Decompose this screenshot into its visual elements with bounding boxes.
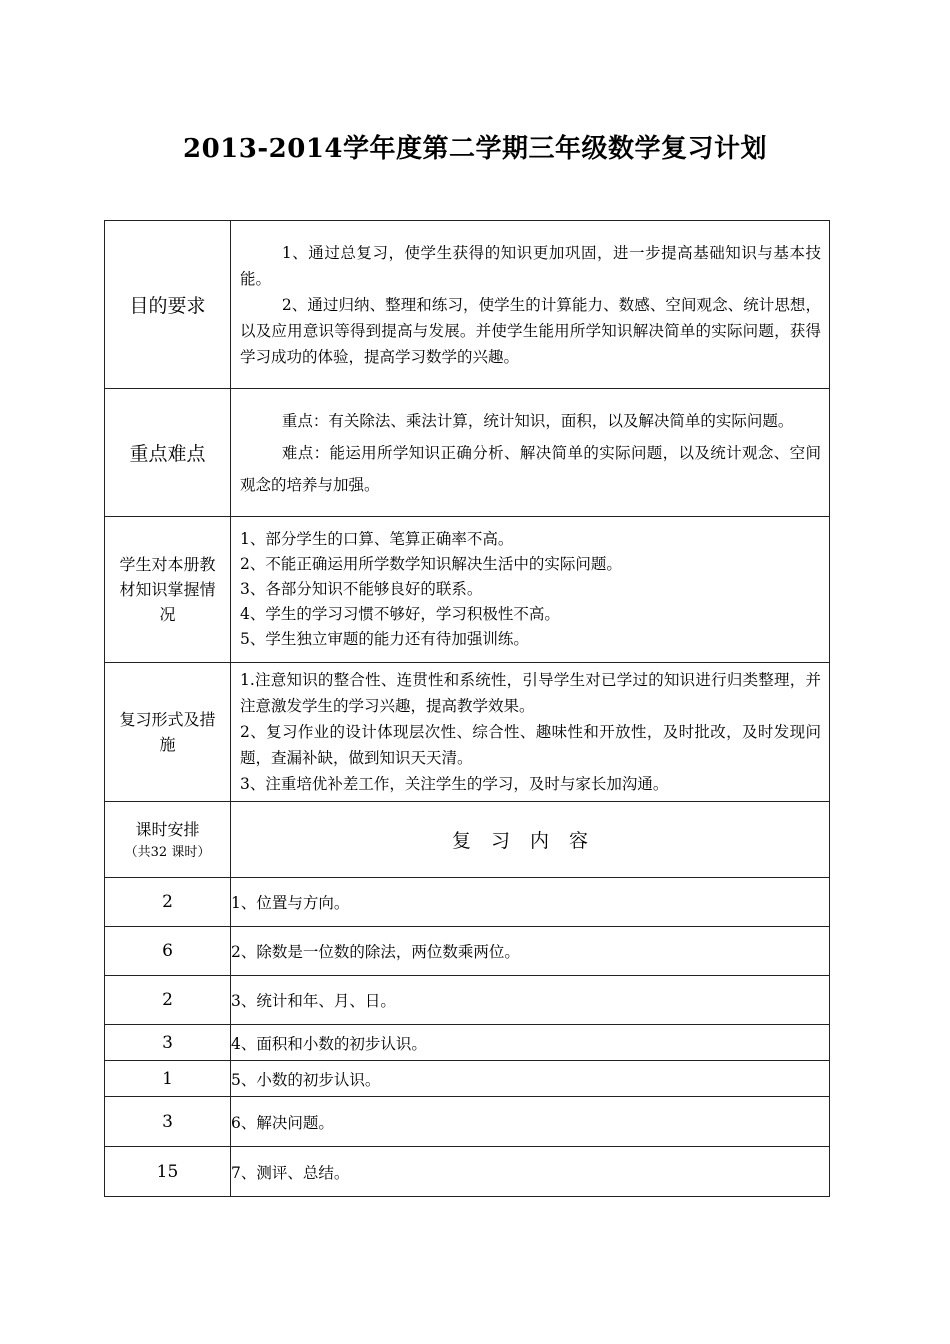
schedule-row [105,878,830,927]
status-item: 2、不能正确运用所学数学知识解决生活中的实际问题。 [240,555,622,573]
student-status-label-cell [105,517,231,663]
schedule-row [105,927,830,976]
hours-cell: 6 [105,927,231,976]
status-item: 5、学生独立审题的能力还有待加强训练。 [240,630,529,648]
topic-cell: 6、解决问题。 [231,1097,830,1147]
schedule-row [105,1061,830,1097]
objectives-row [105,221,830,389]
difficult-point-paragraph: 难点：能运用所学知识正确分析、解决简单的实际问题，以及统计观念、空间观念的培养与加强。 [240,443,821,494]
schedule-row [105,976,830,1025]
key-points-label-cell [105,389,231,517]
key-points-label: 重点难点 [129,443,206,465]
page-title: 2013-2014学年度第二学期三年级数学复习计划 [182,134,768,164]
topic-cell: 4、面积和小数的初步认识。 [231,1025,830,1061]
objectives-content-cell [231,221,830,389]
review-plan-table [104,220,830,1197]
hours-cell: 2 [105,878,231,927]
hours-cell: 1 [105,1061,231,1097]
schedule-row [105,1147,830,1197]
hours-cell: 3 [105,1025,231,1061]
objectives-label-cell [105,221,231,389]
objectives-label: 目的要求 [129,295,206,317]
review-content-header: 复习内容 [451,830,608,852]
schedule-row [105,1097,830,1147]
status-item: 4、学生的学习习惯不够好，学习积极性不高。 [240,605,560,623]
schedule-label: 课时安排 [135,819,200,839]
topic-cell: 3、统计和年、月、日。 [231,976,830,1025]
schedule-row [105,1025,830,1061]
key-point-paragraph: 重点：有关除法、乘法计算，统计知识，面积，以及解决简单的实际问题。 [281,411,794,430]
measure-item: 1.注意知识的整合性、连贯性和系统性，引导学生对已学过的知识进行归类整理，并注意激发学生的学习兴趣，提高教学效果。 [240,671,821,715]
key-points-row [105,389,830,517]
student-status-label: 学生对本册教材知识掌握情况 [119,555,216,624]
measures-label: 复习形式及措施 [119,710,216,754]
topic-cell: 1、位置与方向。 [231,878,830,927]
schedule-label-cell [105,802,231,878]
schedule-total-hours: （共32 课时） [124,844,211,860]
schedule-header-row [105,802,830,878]
measures-row [105,663,830,802]
topic-cell: 2、除数是一位数的除法，两位数乘两位。 [231,927,830,976]
measures-content-cell [231,663,830,802]
student-status-content-cell [231,517,830,663]
review-content-header-cell [231,802,830,878]
status-item: 1、部分学生的口算、笔算正确率不高。 [240,530,514,548]
hours-cell: 2 [105,976,231,1025]
hours-cell: 15 [105,1147,231,1197]
hours-cell: 3 [105,1097,231,1147]
student-status-row [105,517,830,663]
objectives-paragraph: 2、通过归纳、整理和练习，使学生的计算能力、数感、空间观念、统计思想，以及应用意识等得到提高与发展。并使学生能用所学知识解决简单的实际问题，获得学习成功的体验，提高学习数学的兴趣。 [240,295,821,366]
key-points-content-cell [231,389,830,517]
objectives-paragraph: 1、通过总复习，使学生获得的知识更加巩固，进一步提高基础知识与基本技能。 [240,243,821,288]
measures-label-cell [105,663,231,802]
measure-item: 2、复习作业的设计体现层次性、综合性、趣味性和开放性，及时批改，及时发现问题，查漏补缺，做到知识天天清。 [240,723,821,767]
topic-cell: 7、测评、总结。 [231,1147,830,1197]
topic-cell: 5、小数的初步认识。 [231,1061,830,1097]
measure-item: 3、注重培优补差工作，关注学生的学习，及时与家长加沟通。 [240,775,669,793]
status-item: 3、各部分知识不能够良好的联系。 [240,580,483,598]
